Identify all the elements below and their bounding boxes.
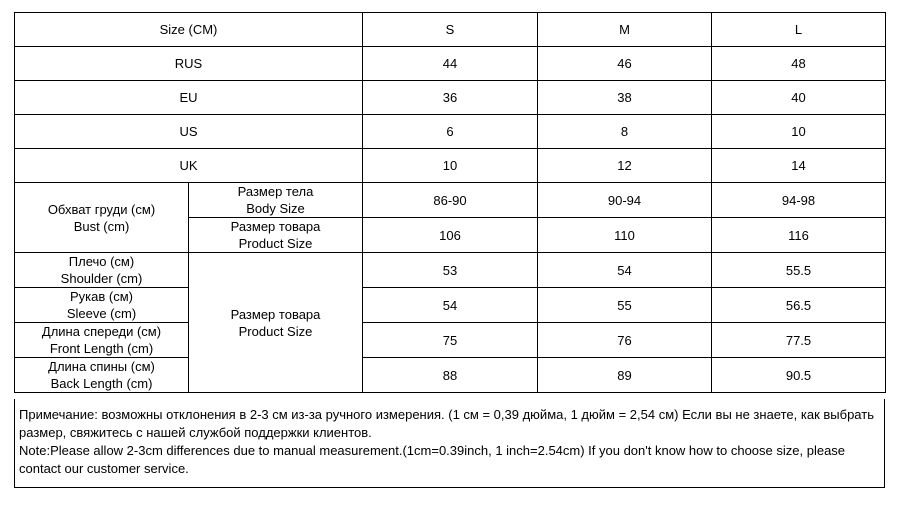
note-text-en: Note:Please allow 2-3cm differences due to manual measurement.(1cm=0.39inch, 1 inch=2.54cm) If you don't know how to choose size, please contact our customer service.: [19, 443, 846, 476]
front-length-label-en: Front Length (cm): [49, 341, 154, 356]
product-size-label-cell: [189, 218, 363, 253]
table-cell: 90-94: [538, 183, 712, 218]
row-label: EU: [15, 81, 363, 115]
table-cell: 44: [363, 47, 538, 81]
body-size-label-en: Body Size: [246, 201, 305, 216]
note-text-ru: Примечание: возможны отклонения в 2-3 см из-за ручного измерения. (1 см = 0,39 дюйма, 1 дюйм = 2,54 см) Если вы не знаете, как выбрать размер, свяжитесь с нашей службой поддержки клиентов.: [19, 407, 874, 440]
table-cell: 106: [363, 218, 538, 253]
bust-label-en: Bust (cm): [73, 218, 130, 234]
product-size-label-en: Product Size: [238, 236, 313, 251]
table-cell: 55: [538, 288, 712, 323]
shoulder-label-cell: [15, 253, 189, 288]
back-length-label-ru: Длина спины (см): [48, 359, 155, 374]
table-cell: 46: [538, 47, 712, 81]
table-cell: 110: [538, 218, 712, 253]
table-cell: 56.5: [712, 288, 886, 323]
size-label-cell: Size (CM): [15, 13, 363, 47]
size-m-header: M: [538, 13, 712, 47]
table-cell: 8: [538, 115, 712, 149]
table-cell: 53: [363, 253, 538, 288]
table-cell: 76: [538, 323, 712, 358]
sleeve-label-en: Sleeve (cm): [66, 306, 137, 321]
table-cell: 116: [712, 218, 886, 253]
product-group-label-en: Product Size: [238, 323, 313, 339]
table-cell: 86-90: [363, 183, 538, 218]
table-cell: 90.5: [712, 358, 886, 393]
table-cell: 36: [363, 81, 538, 115]
sleeve-label-ru: Рукав (см): [70, 289, 133, 304]
table-cell: 40: [712, 81, 886, 115]
shoulder-label-en: Shoulder (cm): [60, 271, 143, 286]
back-length-label-en: Back Length (cm): [50, 376, 153, 391]
table-row-us: [15, 115, 886, 149]
size-l-header: L: [712, 13, 886, 47]
table-row-bust-body: [15, 183, 886, 218]
bust-label-cell: [15, 183, 189, 253]
body-size-label-ru: Размер тела: [237, 184, 314, 199]
table-cell: 89: [538, 358, 712, 393]
size-s-header: S: [363, 13, 538, 47]
table-cell: 6: [363, 115, 538, 149]
table-cell: 12: [538, 149, 712, 183]
table-cell: 88: [363, 358, 538, 393]
table-row-front-length: [15, 323, 886, 358]
table-cell: 55.5: [712, 253, 886, 288]
back-length-label-cell: [15, 358, 189, 393]
table-cell: 94-98: [712, 183, 886, 218]
measurement-note: [14, 399, 885, 488]
table-cell: 54: [538, 253, 712, 288]
size-chart-table: [14, 12, 886, 393]
table-cell: 54: [363, 288, 538, 323]
front-length-label-ru: Длина спереди (см): [41, 324, 162, 339]
product-size-group-cell: [189, 253, 363, 393]
row-label: US: [15, 115, 363, 149]
table-cell: 75: [363, 323, 538, 358]
product-size-label-ru: Размер товара: [230, 219, 321, 234]
table-row-uk: [15, 149, 886, 183]
table-cell: 77.5: [712, 323, 886, 358]
table-cell: 14: [712, 149, 886, 183]
table-cell: 10: [363, 149, 538, 183]
table-row-rus: [15, 47, 886, 81]
table-cell: 48: [712, 47, 886, 81]
table-row-eu: [15, 81, 886, 115]
table-cell: 38: [538, 81, 712, 115]
product-group-label-ru: Размер товара: [230, 306, 321, 322]
table-row-sleeve: [15, 288, 886, 323]
row-label: UK: [15, 149, 363, 183]
table-row-back-length: [15, 358, 886, 393]
header-row: [15, 13, 886, 47]
table-cell: 10: [712, 115, 886, 149]
bust-label-ru: Обхват груди (см): [47, 201, 156, 217]
table-row-shoulder: [15, 253, 886, 288]
shoulder-label-ru: Плечо (см): [68, 254, 135, 269]
sleeve-label-cell: [15, 288, 189, 323]
row-label: RUS: [15, 47, 363, 81]
body-size-label-cell: [189, 183, 363, 218]
front-length-label-cell: [15, 323, 189, 358]
